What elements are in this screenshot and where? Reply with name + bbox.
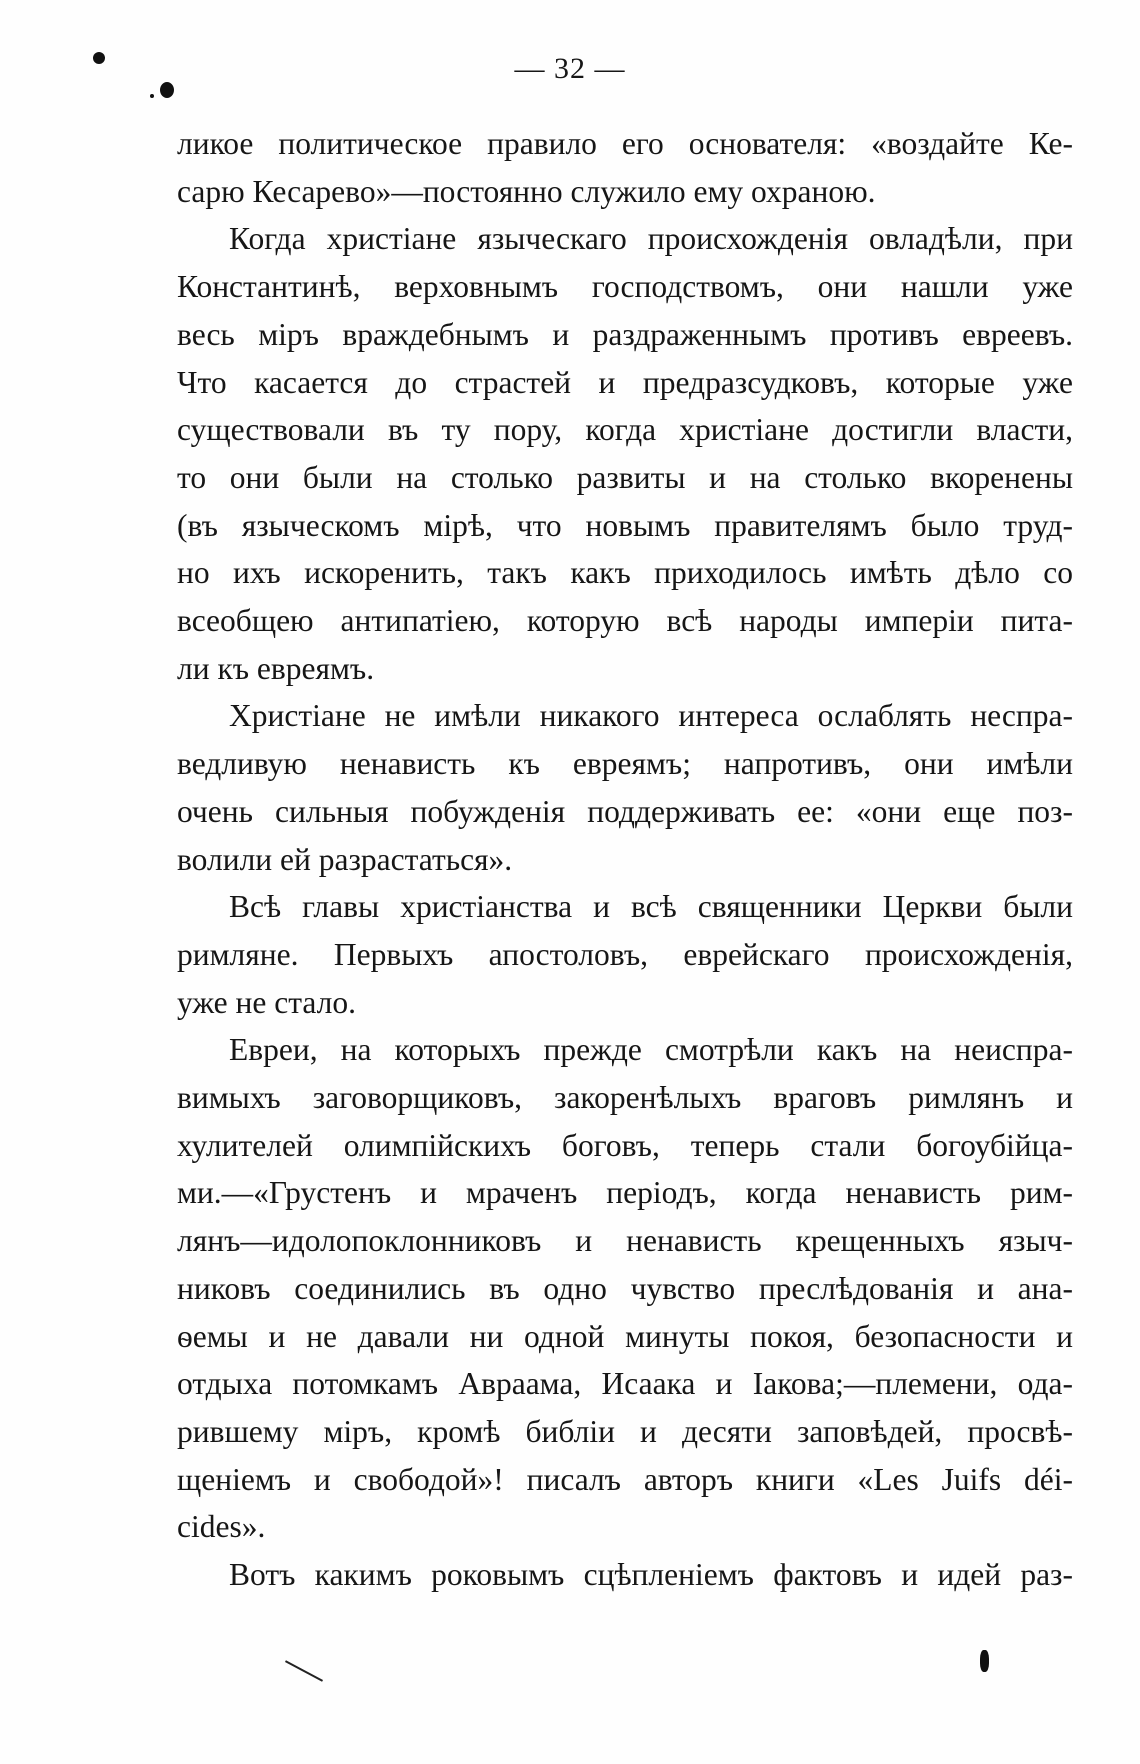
text-line: Константинѣ, верховнымъ господствомъ, они нашли уже — [177, 269, 1073, 305]
text-line: вимыхъ заговорщиковъ, закоренѣлыхъ враговъ римлянъ и — [177, 1080, 1073, 1116]
text-line: Всѣ главы христіанства и всѣ священники Церкви были — [229, 889, 1073, 925]
text-line: Евреи, на которыхъ прежде смотрѣли какъ на неиспра- — [229, 1032, 1073, 1068]
text-line: лянъ—идолопоклонниковъ и ненависть крещенныхъ языч- — [177, 1223, 1073, 1259]
text-line: сарю Кесарево»—постоянно служило ему охраною. — [177, 173, 876, 209]
ink-speck — [93, 52, 105, 64]
text-line: ликое политическое правило его основателя: «воздайте Ке- — [177, 126, 1073, 161]
text-line: Вотъ какимъ роковымъ сцѣпленіемъ фактовъ и идей раз- — [229, 1557, 1073, 1593]
text-line: римляне. Первыхъ апостоловъ, еврейскаго происхожденія, — [177, 936, 1073, 972]
text-line: Когда христіане языческаго происхожденія овладѣли, при — [229, 221, 1073, 257]
text-line: волили ей разрастаться». — [177, 841, 513, 877]
text-line: щеніемъ и свободой»! писалъ авторъ книги «Les Juifs déi- — [177, 1461, 1073, 1497]
text-line: (въ языческомъ мірѣ, что новымъ правителямъ было труд- — [177, 507, 1073, 543]
text-line: ведливую ненависть къ евреямъ; напротивъ, они имѣли — [177, 746, 1073, 782]
paragraph — [177, 692, 1073, 883]
text-line: но ихъ искоренить, такъ какъ приходилось имѣть дѣло со — [177, 555, 1073, 591]
paragraph — [177, 1026, 1073, 1551]
text-line: никовъ соединились въ одно чувство преслѣдованія и ана- — [177, 1270, 1073, 1306]
text-line: cides». — [177, 1509, 266, 1545]
text-line: хулителей олимпійскихъ боговъ, теперь стали богоубійца- — [177, 1127, 1073, 1163]
text-line: то они были на столько развиты и на столько вкоренены — [177, 459, 1073, 495]
text-line: ѳемы и не давали ни одной минуты покоя, безопасности и — [177, 1318, 1073, 1354]
body-text — [177, 120, 1073, 1599]
paragraph — [177, 215, 1073, 692]
ink-speck — [980, 1650, 989, 1672]
ink-speck — [160, 82, 174, 98]
paragraph — [177, 883, 1073, 1026]
text-line: Что касается до страстей и предразсудковъ, которые уже — [177, 364, 1073, 400]
text-line: ли къ евреямъ. — [177, 650, 375, 686]
scan-smudge — [285, 1660, 323, 1681]
text-line: Христіане не имѣли никакого интереса ослаблять неспра- — [229, 698, 1073, 734]
ink-speck — [150, 94, 154, 98]
paragraph — [177, 1551, 1073, 1599]
text-line: очень сильныя побужденія поддерживать ее: «они еще поз- — [177, 793, 1073, 829]
text-line: уже не стало. — [177, 984, 356, 1020]
text-line: всеобщею антипатіею, которую всѣ народы имперіи пита- — [177, 603, 1073, 639]
text-line: рившему міръ, кромѣ библіи и десяти заповѣдей, просвѣ- — [177, 1413, 1073, 1449]
paragraph — [177, 120, 1073, 215]
text-line: весь міръ враждебнымъ и раздраженнымъ противъ евреевъ. — [177, 316, 1073, 352]
page-number: — 32 — — [514, 52, 626, 85]
text-line: существовали въ ту пору, когда христіане достигли власти, — [177, 412, 1073, 448]
text-line: ми.—«Грустенъ и мраченъ періодъ, когда ненависть рим- — [177, 1175, 1073, 1211]
text-line: отдыха потомкамъ Авраама, Исаака и Іакова;—племени, ода- — [177, 1366, 1073, 1402]
